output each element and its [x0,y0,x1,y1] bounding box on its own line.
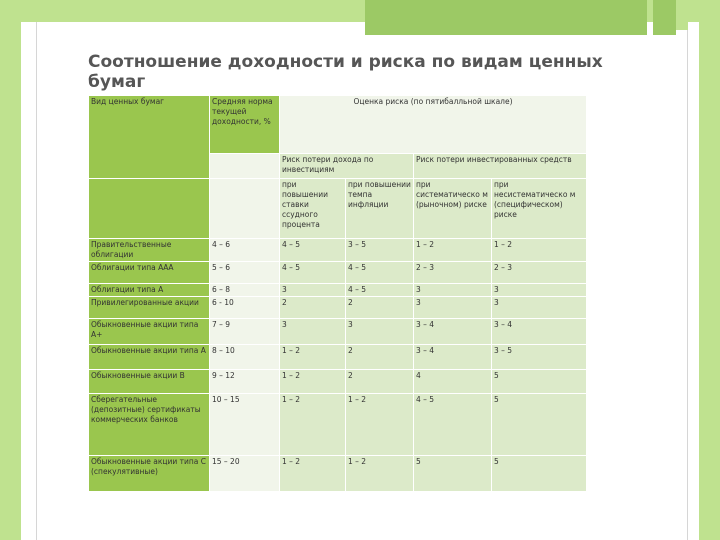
slide-title: Соотношение доходности и риска по видам ценных бумаг [88,52,603,92]
header-specific-risk: при несистематическо м (специфическом) риске [492,179,587,239]
decor-tab-large [365,0,647,35]
row-yield: 6 – 8 [210,284,280,297]
table-row [89,456,587,492]
row-rate-risk: 1 – 2 [280,345,346,370]
row-security-type: Обыкновенные акции типа А [89,345,210,370]
row-inflation-risk: 1 – 2 [346,394,414,456]
frame-left-band [0,22,21,540]
row-systematic-risk: 3 – 4 [414,319,492,345]
row-security-type: Привилегированные акции [89,297,210,319]
row-inflation-risk: 4 – 5 [346,284,414,297]
row-systematic-risk: 4 – 5 [414,394,492,456]
row-security-type: Облигации типа А [89,284,210,297]
decor-tab-small [653,0,676,35]
table-row [89,262,587,284]
row-rate-risk: 1 – 2 [280,370,346,394]
header-security-type: Вид ценных бумаг [89,96,210,179]
row-specific-risk: 3 – 5 [492,345,587,370]
row-yield: 4 – 6 [210,239,280,262]
row-rate-risk: 4 – 5 [280,239,346,262]
row-rate-risk: 4 – 5 [280,262,346,284]
row-security-type: Обыкновенные акции В [89,370,210,394]
row-security-type: Обыкновенные акции типа С (спекулятивные) [89,456,210,492]
row-yield: 6 - 10 [210,297,280,319]
row-inflation-risk: 1 – 2 [346,456,414,492]
row-specific-risk: 1 – 2 [492,239,587,262]
row-systematic-risk: 1 – 2 [414,239,492,262]
row-rate-risk: 3 [280,319,346,345]
row-specific-risk: 3 – 4 [492,319,587,345]
row-security-type: Облигации типа ААА [89,262,210,284]
row-inflation-risk: 4 – 5 [346,262,414,284]
row-rate-risk: 1 – 2 [280,394,346,456]
row-systematic-risk: 3 [414,297,492,319]
table-row [89,394,587,456]
row-yield: 9 – 12 [210,370,280,394]
row-systematic-risk: 2 – 3 [414,262,492,284]
row-inflation-risk: 2 [346,345,414,370]
table-row [89,284,587,297]
header-blank-yield-2 [210,179,280,239]
row-systematic-risk: 5 [414,456,492,492]
table-row [89,345,587,370]
row-security-type: Правительственные облигации [89,239,210,262]
row-systematic-risk: 4 [414,370,492,394]
row-yield: 15 – 20 [210,456,280,492]
row-inflation-risk: 3 – 5 [346,239,414,262]
table-row [89,319,587,345]
risk-yield-table [88,95,587,492]
header-systematic-risk: при систематическо м (рыночном) риске [414,179,492,239]
row-inflation-risk: 2 [346,297,414,319]
header-capital-loss-risk: Риск потери инвестированных средств [414,154,587,179]
row-rate-risk: 1 – 2 [280,456,346,492]
header-rate-increase: при повышении ставки ссудного процента [280,179,346,239]
table-row [89,239,587,262]
frame-right-band [699,22,720,540]
row-systematic-risk: 3 [414,284,492,297]
header-risk-assessment: Оценка риска (по пятибалльной шкале) [280,96,587,154]
row-yield: 7 – 9 [210,319,280,345]
row-specific-risk: 2 – 3 [492,262,587,284]
header-inflation-increase: при повышении темпа инфляции [346,179,414,239]
row-yield: 10 – 15 [210,394,280,456]
decor-tab-edge [676,0,688,30]
header-average-yield: Средняя норма текущей доходности, % [210,96,280,154]
row-security-type: Сберегательные (депозитные) сертификаты коммерческих банков [89,394,210,456]
row-inflation-risk: 3 [346,319,414,345]
row-rate-risk: 3 [280,284,346,297]
header-income-loss-risk: Риск потери дохода по инвестициям [280,154,414,179]
row-systematic-risk: 3 – 4 [414,345,492,370]
row-specific-risk: 5 [492,394,587,456]
row-yield: 5 – 6 [210,262,280,284]
table-row [89,370,587,394]
row-specific-risk: 3 [492,297,587,319]
header-blank-yield [210,154,280,179]
row-rate-risk: 2 [280,297,346,319]
row-security-type: Обыкновенные акции типа А+ [89,319,210,345]
row-specific-risk: 5 [492,370,587,394]
row-yield: 8 – 10 [210,345,280,370]
row-specific-risk: 3 [492,284,587,297]
header-blank-type [89,179,210,239]
row-specific-risk: 5 [492,456,587,492]
row-inflation-risk: 2 [346,370,414,394]
table-row [89,297,587,319]
